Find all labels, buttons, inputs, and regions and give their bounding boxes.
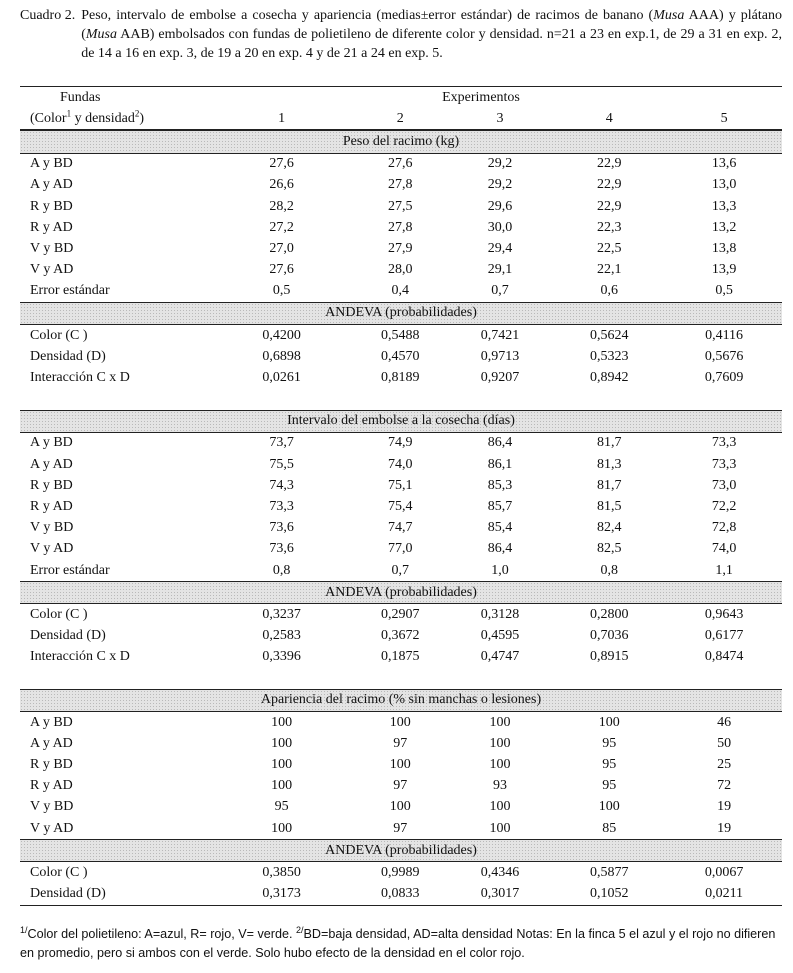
table-row	[20, 217, 782, 238]
cell-exp-4: 81,5	[596, 498, 622, 514]
table-row	[20, 154, 782, 175]
andeva-title: ANDEVA (probabilidades)	[20, 581, 782, 604]
cell-exp-1: 73,6	[269, 520, 294, 536]
cell-exp-3: 0,9713	[480, 348, 520, 364]
cell-exp-3: 1,0	[491, 562, 509, 578]
cell-exp-2: 97	[393, 820, 408, 836]
table-row	[20, 539, 782, 560]
cell-exp-2: 0,7	[391, 562, 410, 578]
cell-exp-5: 25	[717, 757, 732, 773]
cell-exp-2: 100	[389, 799, 411, 815]
cell-exp-2: 74,9	[388, 435, 413, 451]
cell-exp-3: 0,3017	[480, 886, 520, 902]
table-row	[20, 433, 782, 454]
cell-exp-4: 0,8915	[589, 649, 629, 665]
table-body	[20, 130, 782, 904]
andeva-row	[20, 884, 782, 905]
cell-exp-1: 100	[271, 714, 293, 730]
row-label: A y BD	[30, 714, 73, 730]
cell-exp-1: 95	[274, 799, 289, 815]
table-row	[20, 776, 782, 797]
row-label: A y BD	[30, 156, 73, 172]
cell-exp-1: 28,2	[269, 198, 294, 214]
cell-exp-4: 82,4	[596, 520, 622, 536]
cell-exp-2: 97	[393, 778, 408, 794]
cell-exp-3: 93	[493, 778, 507, 794]
table-row	[20, 238, 782, 259]
cell-exp-5: 13,2	[711, 219, 737, 235]
header-exp-2: 2	[396, 110, 404, 126]
cell-exp-2: 27,8	[388, 219, 413, 235]
table-row	[20, 754, 782, 775]
andeva-title: ANDEVA (probabilidades)	[20, 302, 782, 325]
header-exp-1: 1	[278, 110, 286, 126]
cell-exp-5: 46	[717, 714, 732, 730]
table-row	[20, 560, 782, 581]
row-label: Color (C )	[30, 864, 88, 880]
cell-exp-5: 13,3	[711, 198, 737, 214]
table-row	[20, 496, 782, 517]
andeva-row	[20, 367, 782, 388]
data-table	[20, 86, 782, 906]
cell-exp-3: 29,2	[487, 177, 513, 193]
cell-exp-3: 100	[489, 799, 511, 815]
andeva-row	[20, 604, 782, 625]
table-caption	[20, 6, 782, 63]
footnote: $^{1/}$Color del polietileno: A=azul, R= rojo, V= verde. $^{2/}$BD=baja densidad, AD=alta densidad Notas: En la finca 5 el azul y el rojo no difieren en promedio, pero si ambos con el verde. Solo hubo efecto de la densidad en el color rojo.	[20, 924, 776, 960]
cell-exp-1: 0,3173	[262, 886, 301, 902]
cell-exp-1: 100	[271, 735, 293, 751]
cell-exp-5: 0,5676	[704, 348, 744, 364]
cell-exp-3: 0,7421	[480, 327, 520, 343]
cell-exp-3: 0,3128	[480, 606, 520, 622]
cell-exp-4: 0,6	[600, 283, 618, 299]
cell-exp-2: 0,4570	[381, 348, 420, 364]
row-label: R y BD	[30, 198, 73, 214]
cell-exp-5: 0,0067	[704, 864, 744, 880]
table-row	[20, 818, 782, 839]
andeva-row	[20, 346, 782, 367]
cell-exp-2: 97	[393, 735, 408, 751]
cell-exp-4: 0,5624	[589, 327, 629, 343]
cell-exp-5: 72	[717, 778, 732, 794]
cell-exp-2: 0,3672	[381, 628, 420, 644]
cell-exp-4: 95	[602, 757, 617, 773]
cell-exp-1: 0,6898	[262, 348, 301, 364]
cell-exp-5: 0,6177	[704, 628, 744, 644]
section-title: Apariencia del racimo (% sin manchas o lesiones)	[20, 689, 782, 712]
cell-exp-5: 73,3	[711, 456, 737, 472]
section-spacer	[20, 668, 782, 689]
cell-exp-4: 81,7	[596, 435, 622, 451]
cell-exp-5: 0,9643	[704, 606, 744, 622]
cell-exp-2: 74,7	[388, 520, 413, 536]
cell-exp-3: 86,4	[487, 435, 513, 451]
cell-exp-1: 26,6	[269, 177, 294, 193]
cell-exp-5: 1,1	[715, 562, 733, 578]
cell-exp-2: 27,8	[388, 177, 413, 193]
cell-exp-1: 27,6	[269, 262, 294, 278]
row-label: Color (C )	[30, 327, 88, 343]
cell-exp-2: 77,0	[388, 541, 413, 557]
cell-exp-3: 0,4595	[480, 628, 520, 644]
cell-exp-2: 28,0	[388, 262, 413, 278]
row-label: A y AD	[30, 456, 73, 472]
cell-exp-3: 86,1	[487, 456, 513, 472]
row-label: Densidad (D)	[30, 628, 106, 644]
cell-exp-1: 100	[271, 757, 293, 773]
cell-exp-4: 100	[598, 799, 620, 815]
cell-exp-2: 75,1	[388, 477, 413, 493]
cell-exp-4: 82,5	[596, 541, 622, 557]
cell-exp-1: 75,5	[269, 456, 294, 472]
cell-exp-3: 29,6	[487, 198, 513, 214]
cell-exp-2: 27,6	[388, 156, 413, 172]
cell-exp-2: 100	[389, 757, 411, 773]
row-label: R y BD	[30, 757, 73, 773]
row-label: Densidad (D)	[30, 886, 106, 902]
section-title: Intervalo del embolse a la cosecha (días)	[20, 410, 782, 433]
cell-exp-1: 0,2583	[262, 628, 301, 644]
table-row	[20, 196, 782, 217]
header-row-1	[20, 87, 782, 108]
row-label: Error estándar	[30, 562, 110, 578]
cell-exp-1: 0,5	[272, 283, 291, 299]
cell-exp-4: 100	[598, 714, 620, 730]
cell-exp-3: 30,0	[487, 219, 513, 235]
cell-exp-1: 100	[271, 778, 293, 794]
cell-exp-1: 0,0261	[262, 370, 301, 386]
cell-exp-3: 29,2	[487, 156, 513, 172]
cell-exp-5: 72,8	[711, 520, 737, 536]
cell-exp-3: 100	[489, 735, 511, 751]
header-exp-3: 3	[496, 110, 504, 126]
andeva-title: ANDEVA (probabilidades)	[20, 839, 782, 862]
cell-exp-5: 0,4116	[705, 327, 744, 343]
cell-exp-1: 27,2	[269, 219, 294, 235]
cell-exp-4: 22,9	[596, 198, 622, 214]
cell-exp-4: 22,1	[596, 262, 622, 278]
cell-exp-3: 85,4	[487, 520, 513, 536]
cell-exp-4: 22,3	[596, 219, 622, 235]
cell-exp-4: 22,9	[596, 177, 622, 193]
row-label: R y BD	[30, 477, 73, 493]
cell-exp-2: 0,2907	[381, 606, 420, 622]
cell-exp-2: 27,5	[388, 198, 413, 214]
cell-exp-2: 75,4	[388, 498, 413, 514]
cell-exp-4: 0,5877	[589, 864, 629, 880]
row-label: Color (C )	[30, 606, 88, 622]
cell-exp-4: 0,8	[600, 562, 618, 578]
cell-exp-1: 0,3237	[262, 606, 301, 622]
row-label: Interacción C x D	[30, 370, 130, 386]
cell-exp-5: 0,7609	[704, 370, 744, 386]
cell-exp-2: 74,0	[388, 456, 413, 472]
andeva-row	[20, 626, 782, 647]
cell-exp-3: 0,4747	[480, 649, 520, 665]
row-label: V y AD	[30, 262, 74, 278]
cell-exp-1: 27,0	[269, 240, 294, 256]
cell-exp-1: 73,3	[269, 498, 294, 514]
cell-exp-3: 86,4	[487, 541, 513, 557]
cell-exp-5: 13,8	[711, 240, 737, 256]
cell-exp-3: 85,7	[487, 498, 513, 514]
section-spacer	[20, 389, 782, 410]
row-label: R y AD	[30, 498, 73, 514]
row-label: Interacción C x D	[30, 649, 130, 665]
row-label: A y AD	[30, 735, 73, 751]
caption-label: Cuadro 2.	[20, 8, 76, 23]
row-label: Densidad (D)	[30, 348, 106, 364]
cell-exp-1: 74,3	[269, 477, 294, 493]
table-row	[20, 797, 782, 818]
cell-exp-3: 0,9207	[480, 370, 520, 386]
cell-exp-4: 22,9	[596, 156, 622, 172]
cell-exp-4: 0,1052	[589, 886, 629, 902]
cell-exp-3: 0,4346	[480, 864, 520, 880]
cell-exp-4: 81,3	[596, 456, 622, 472]
cell-exp-4: 85	[602, 820, 617, 836]
cell-exp-1: 73,6	[269, 541, 294, 557]
row-label: R y AD	[30, 219, 73, 235]
cell-exp-4: 0,2800	[589, 606, 629, 622]
andeva-row	[20, 647, 782, 668]
cell-exp-1: 0,3396	[262, 649, 301, 665]
cell-exp-1: 100	[271, 820, 293, 836]
row-label: A y AD	[30, 177, 73, 193]
cell-exp-1: 73,7	[269, 435, 294, 451]
row-label: V y AD	[30, 541, 74, 557]
cell-exp-5: 13,9	[711, 262, 737, 278]
cell-exp-1: 27,6	[269, 156, 294, 172]
cell-exp-4: 0,8942	[589, 370, 629, 386]
cell-exp-3: 29,1	[487, 262, 513, 278]
cell-exp-4: 0,5323	[589, 348, 629, 364]
row-label: A y BD	[30, 435, 73, 451]
row-label: V y BD	[30, 240, 74, 256]
row-label: V y BD	[30, 799, 74, 815]
header-row-2	[20, 108, 782, 130]
row-label: V y BD	[30, 520, 74, 536]
row-label: Error estándar	[30, 283, 110, 299]
cell-exp-5: 19	[717, 799, 732, 815]
cell-exp-2: 0,5488	[381, 327, 420, 343]
cell-exp-3: 29,4	[487, 240, 513, 256]
cell-exp-5: 19	[717, 820, 732, 836]
row-label: V y AD	[30, 820, 74, 836]
cell-exp-4: 95	[602, 778, 617, 794]
cell-exp-5: 50	[717, 735, 732, 751]
cell-exp-3: 100	[489, 820, 511, 836]
table-row	[20, 518, 782, 539]
header-fundas: Fundas	[60, 89, 101, 105]
cell-exp-3: 85,3	[487, 477, 513, 493]
cell-exp-4: 22,5	[596, 240, 622, 256]
cell-exp-2: 0,1875	[381, 649, 420, 665]
cell-exp-1: 0,8	[272, 562, 291, 578]
cell-exp-1: 0,4200	[262, 327, 301, 343]
cell-exp-5: 13,0	[711, 177, 737, 193]
table-row	[20, 260, 782, 281]
caption-text: Peso, intervalo de embolse a cosecha y apariencia (medias±error estándar) de racimos de banano (Musa AAA) y plátano (Musa AAB) embolsados con fundas de polietileno de diferente color y densidad. n=21 a 23 en exp.1, de 29 a 31 en exp. 2, de 14 a 16 en exp. 3, de 19 a 20 en exp. 4 y de 21 a 24 en exp. 5.	[81, 8, 782, 61]
cell-exp-5: 0,0211	[705, 886, 744, 902]
cell-exp-5: 0,8474	[704, 649, 744, 665]
cell-exp-5: 72,2	[711, 498, 737, 514]
cell-exp-3: 0,7	[491, 283, 509, 299]
cell-exp-2: 27,9	[388, 240, 413, 256]
andeva-row	[20, 862, 782, 883]
cell-exp-2: 0,0833	[381, 886, 420, 902]
table-row	[20, 175, 782, 196]
cell-exp-3: 100	[489, 757, 511, 773]
cell-exp-5: 0,5	[715, 283, 733, 299]
cell-exp-2: 100	[389, 714, 411, 730]
table-row	[20, 281, 782, 302]
cell-exp-1: 0,3850	[262, 864, 301, 880]
header-exp-5: 5	[720, 110, 728, 126]
cell-exp-5: 73,3	[711, 435, 737, 451]
section-title: Peso del racimo (kg)	[20, 130, 782, 153]
cell-exp-2: 0,9989	[381, 864, 420, 880]
header-color-densidad: (Color$^1$ y densidad$^2$)	[30, 108, 144, 126]
table-row	[20, 733, 782, 754]
row-label: R y AD	[30, 778, 73, 794]
table-row	[20, 454, 782, 475]
cell-exp-4: 95	[602, 735, 617, 751]
cell-exp-3: 100	[489, 714, 511, 730]
cell-exp-2: 0,4	[391, 283, 410, 299]
table-row	[20, 712, 782, 733]
cell-exp-5: 74,0	[711, 541, 737, 557]
andeva-row	[20, 325, 782, 346]
table-row	[20, 475, 782, 496]
header-experimentos: Experimentos	[442, 89, 520, 105]
cell-exp-5: 13,6	[711, 156, 737, 172]
cell-exp-4: 81,7	[596, 477, 622, 493]
header-exp-4: 4	[605, 110, 613, 126]
cell-exp-2: 0,8189	[381, 370, 420, 386]
cell-exp-4: 0,7036	[589, 628, 629, 644]
cell-exp-5: 73,0	[711, 477, 737, 493]
